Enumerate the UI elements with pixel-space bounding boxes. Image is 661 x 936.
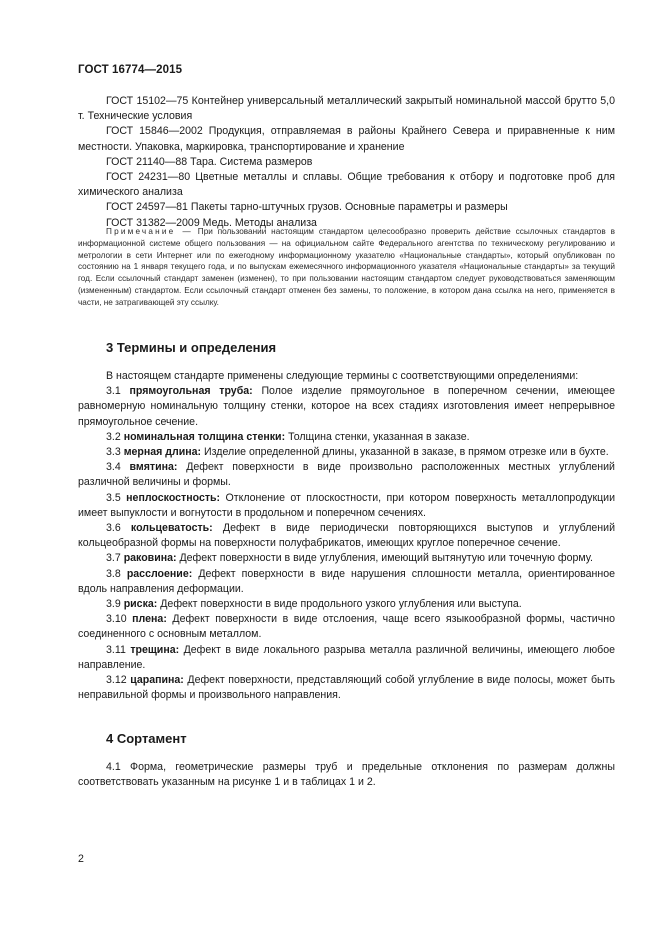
term-number: 3.8 <box>106 567 121 580</box>
term-text: Полое изделие прямоугольное в поперечном сечении, имеющее равномерную номинальную толщину стенки, которое на всех стадиях изготовления имеет непрерывное прямоугольное сечение. <box>78 385 615 428</box>
term-number: 3.11 <box>106 643 126 656</box>
term-number: 3.4 <box>106 461 121 474</box>
reference-item: ГОСТ 24597—81 Пакеты тарно-штучных грузов. Основные параметры и размеры <box>106 201 508 214</box>
term-number: 3.9 <box>106 598 121 611</box>
normative-references <box>78 94 615 231</box>
term-name: риска: <box>123 598 158 611</box>
term-text: Дефект поверхности в виде нарушения сплошности металла, ориентированное вдоль направления деформации. <box>78 567 615 595</box>
section-4-body <box>78 760 615 790</box>
term-name: номинальная толщина стенки: <box>123 430 286 443</box>
reference-item: ГОСТ 15102—75 Контейнер универсальный металлический закрытый номинальной массой брутто 5,0 т. Технические условия <box>78 95 615 123</box>
note-lead: Примечание — <box>106 227 193 236</box>
term-name: трещина: <box>130 643 180 656</box>
term-text: Дефект поверхности в виде отслоения, чаще всего языкообразной формы, частично соединенного с основным металлом. <box>78 613 615 641</box>
term-name: плена: <box>132 613 167 626</box>
term-definition <box>78 597 615 612</box>
term-number: 3.5 <box>106 491 121 504</box>
term-text: Отклонение от плоскостности, при котором поверхность металлопродукции имеет выпуклости и вогнутости в продольном и поперечном сечениях. <box>78 491 615 519</box>
term-number: 3.7 <box>106 552 121 565</box>
term-definition <box>78 567 615 597</box>
term-number: 3.10 <box>106 613 127 626</box>
term-definition <box>78 384 615 430</box>
term-text: Толщина стенки, указанная в заказе. <box>288 430 470 443</box>
section-3-body <box>78 369 615 703</box>
term-definition <box>78 460 615 490</box>
term-definition <box>78 491 615 521</box>
references-note <box>78 226 615 309</box>
term-name: вмятина: <box>129 461 178 474</box>
term-name: расслоение: <box>126 567 193 580</box>
term-name: раковина: <box>123 552 177 565</box>
term-definition <box>78 430 615 445</box>
term-name: царапина: <box>130 674 184 687</box>
reference-item: ГОСТ 21140—88 Тара. Система размеров <box>106 155 313 168</box>
reference-item: ГОСТ 24231—80 Цветные металлы и сплавы. Общие требования к отбору и подготовке проб для химического анализа <box>78 171 615 199</box>
section-4-title: 4 Сортамент <box>106 731 187 746</box>
term-definition <box>78 445 615 460</box>
page-number: 2 <box>78 853 84 865</box>
term-text: Дефект поверхности в виде произвольно расположенных местных углублений различной величины и формы. <box>78 461 615 489</box>
term-number: 3.1 <box>106 385 121 398</box>
reference-item: ГОСТ 15846—2002 Продукция, отправляемая в районы Крайнего Севера и приравненные к ним местности. Упаковка, маркировка, транспортирование и хранение <box>78 125 615 153</box>
term-text: Дефект поверхности в виде углубления, имеющий вытянутую или точечную форму. <box>179 552 593 565</box>
term-text: Изделие определенной длины, указанной в заказе, в прямом отрезке или в бухте. <box>204 446 609 459</box>
term-name: кольцеватость: <box>130 522 213 535</box>
term-definition <box>78 521 615 551</box>
term-text: Дефект поверхности в виде продольного узкого углубления или выступа. <box>160 598 522 611</box>
term-number: 3.12 <box>106 674 127 687</box>
term-number: 3.6 <box>106 522 121 535</box>
section-3-title: 3 Термины и определения <box>106 340 277 355</box>
term-number: 3.3 <box>106 446 121 459</box>
reference-item: ГОСТ 31382—2009 Медь. Методы анализа <box>106 216 317 229</box>
term-definition <box>78 643 615 673</box>
term-definition <box>78 612 615 642</box>
term-text: Дефект в виде периодически повторяющихся выступов и углублений кольцеобразной формы на поверхности полуфабрикатов, имеющих круглое поперечное сечение. <box>78 522 615 550</box>
note-text: При пользовании настоящим стандартом целесообразно проверить действие ссылочных стандартов в информационной системе общего пользования — на официальном сайте Федерального агентства по техническому регулированию и метрологии в сети Интернет или по ежегодному информационному указателю «Национальные стандарты», который опубликован по состоянию на 1 января текущего года, и по выпускам ежемесячного информационного указателя «Национальные стандарты» за текущий год. Если ссылочный стандарт заменен (изменен), то при пользовании настоящим стандартом следует руководствоваться заменяющим (измененным) стандартом. Если ссылочный стандарт отменен без замены, то положение, в котором дана ссылка на него, применяется в части, не затрагивающей эту ссылку. <box>78 227 615 307</box>
term-name: мерная длина: <box>123 446 202 459</box>
term-name: неплоскостность: <box>126 491 221 504</box>
term-number: 3.2 <box>106 430 121 443</box>
term-text: Дефект поверхности, представляющий собой углубление в виде полосы, может быть неправильной формы и произвольного направления. <box>78 674 615 702</box>
term-text: Дефект в виде локального разрыва металла различной величины, имеющего любое направление. <box>78 643 616 671</box>
document-header: ГОСТ 16774—2015 <box>78 64 183 76</box>
term-definition <box>78 673 615 703</box>
term-name: прямоугольная труба: <box>129 385 253 398</box>
section-3-intro: В настоящем стандарте применены следующие термины с соответствующими определениями: <box>106 370 579 382</box>
term-definition <box>78 551 615 566</box>
section-4-paragraph: 4.1 Форма, геометрические размеры труб и предельные отклонения по размерам должны соответствовать указанным на рисунке 1 и в таблицах 1 и 2. <box>78 761 615 789</box>
